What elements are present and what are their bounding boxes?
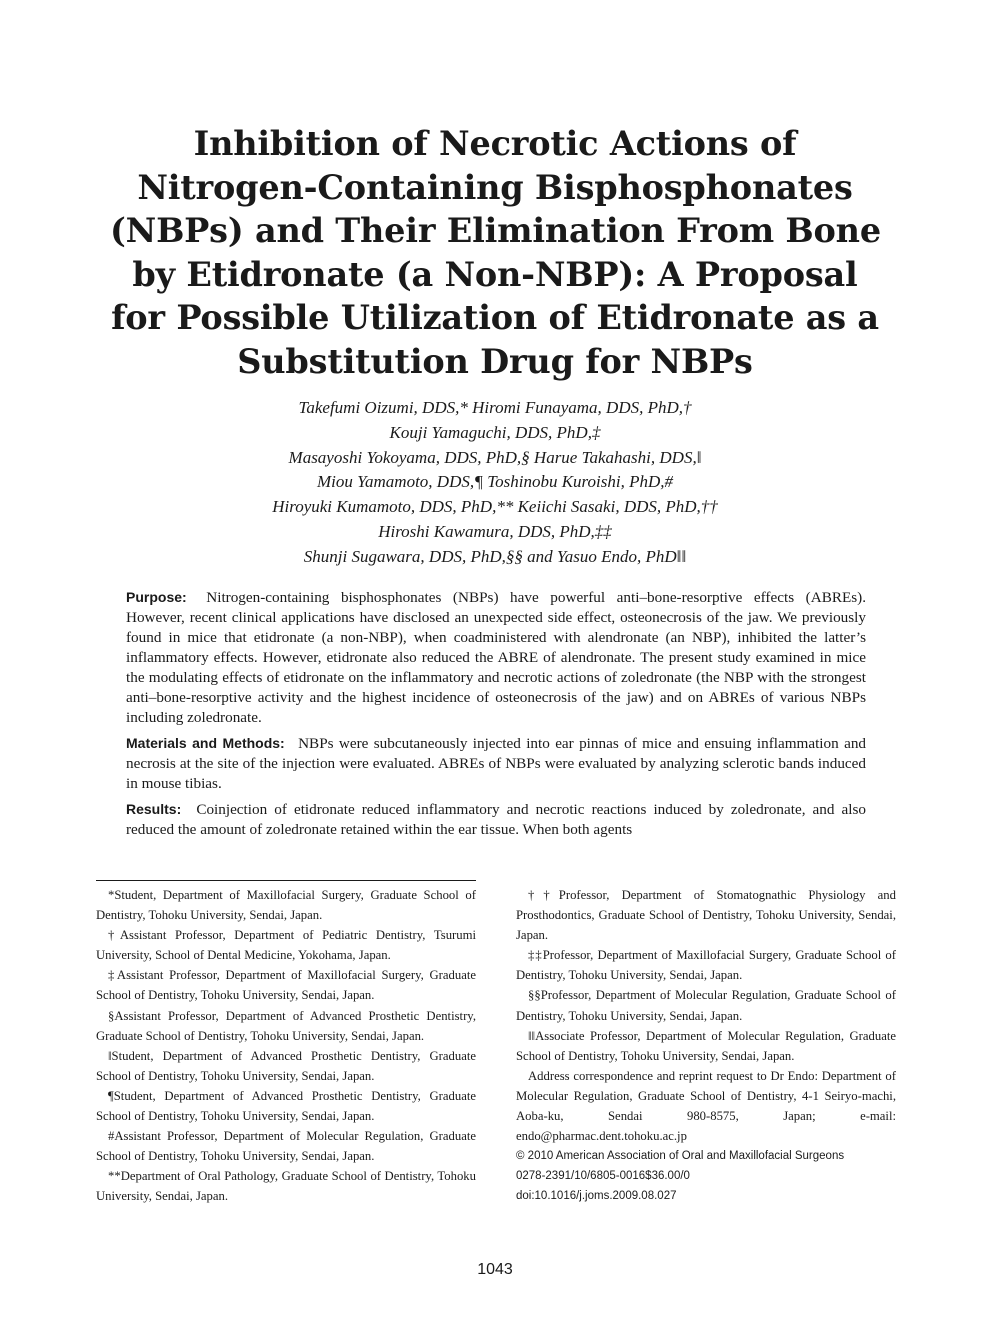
email-link[interactable]: endo@pharmac.dent.tohoku.ac.jp [516,1129,687,1144]
affiliation-footnote: ††Professor, Department of Stomatognathic Physiology and Prosthodontics, Graduate School of Dentistry, Tohoku University, Sendai, Japan. [516,888,896,943]
results-text: Coinjection of etidronate reduced inflammatory and necrotic reactions induced by zoledronate, and also reduced the amount of zoledronate retained within the ear tissue. When both agents [126,801,867,838]
affiliation-footnote: ‡Assistant Professor, Department of Maxillofacial Surgery, Graduate School of Dentistry, Tohoku University, Sendai, Japan. [96,968,476,1003]
title-line: Nitrogen-Containing Bisphosphonates [137,167,853,207]
affiliation-footnote: *Student, Department of Maxillofacial Surgery, Graduate School of Dentistry, Tohoku University, Sendai, Japan. [96,888,476,923]
abstract-purpose [126,587,866,728]
doi-line: doi:10.1016/j.joms.2009.08.027 [516,1190,677,1203]
affiliation-footnote: †Assistant Professor, Department of Pediatric Dentistry, Tsurumi University, School of Dental Medicine, Yokohama, Japan. [96,928,476,963]
author-list [150,396,840,570]
author-line: Hiroyuki Kumamoto, DDS, PhD,** Keiichi Sasaki, DDS, PhD,†† [272,497,718,517]
footnote-divider [96,880,476,881]
purpose-text: Nitrogen-containing bisphosphonates (NBPs) have powerful anti–bone-resorptive effects (ABREs). However, recent clinical applications have disclosed an unexpected side effect, osteonecrosis of the jaw. We previously found in mice that etidronate (a non-NBP), when coadministered with alendronate (an NBP), inhibited the latter’s inflammatory effects. However, etidronate also reduced the ABRE of alendronate. The present study examined in mice the modulating effects of etidronate on the inflammatory and necrotic actions of zoledronate (the NBP with the strongest anti–bone-resorptive activity and the highest incidence of osteonecrosis of the jaw) and on ABREs of various NBPs including zoledronate. [126,589,866,726]
title-line: (NBPs) and Their Elimination From Bone [110,211,881,251]
author-line: Takefumi Oizumi, DDS,* Hiromi Funayama, DDS, PhD,† [298,398,692,417]
purpose-label: Purpose: [126,589,187,605]
affiliation-footnote: **Department of Oral Pathology, Graduate School of Dentistry, Tohoku University, Sendai, Japan. [96,1169,476,1204]
copyright-line: © 2010 American Association of Oral and Maxillofacial Surgeons [516,1150,845,1163]
abstract-results [126,799,866,840]
abstract-methods [126,733,866,794]
abstract [126,587,866,845]
author-line: Masayoshi Yokoyama, DDS, PhD,§ Harue Takahashi, DDS,‖ [288,447,702,467]
affiliation-footnote: #Assistant Professor, Department of Molecular Regulation, Graduate School of Dentistry, Tohoku University, Sendai, Japan. [96,1129,476,1164]
correspondence-note [516,1066,896,1146]
author-line: Kouji Yamaguchi, DDS, PhD,‡ [389,422,601,442]
author-line: Hiroshi Kawamura, DDS, PhD,‡‡ [378,521,612,541]
author-line: Miou Yamamoto, DDS,¶ Toshinobu Kuroishi, PhD,# [316,472,674,492]
affiliation-footnote: §Assistant Professor, Department of Advanced Prosthetic Dentistry, Graduate School of Dentistry, Tohoku University, Sendai, Japan. [96,1008,476,1043]
affiliation-footnote: ¶Student, Department of Advanced Prosthetic Dentistry, Graduate School of Dentistry, Tohoku University, Sendai, Japan. [96,1088,476,1124]
page-number: 1043 [477,1261,513,1278]
affiliation-footnote: ‖‖Associate Professor, Department of Molecular Regulation, Graduate School of Dentistry, Tohoku University, Sendai, Japan. [516,1028,896,1063]
results-label: Results: [126,801,182,817]
title-line: Substitution Drug for NBPs [237,341,753,381]
title-line: by Etidronate (a Non-NBP): A Proposal [132,254,858,294]
footnotes-right [516,885,896,1207]
title-line: Inhibition of Necrotic Actions of [193,124,797,163]
methods-text: NBPs were subcutaneously injected into ear pinnas of mice and ensuing inflammation and necrosis at the site of the injection were evaluated. ABREs of NBPs were evaluated by analyzing sclerotic bands induced in mouse tibias. [126,735,867,792]
affiliation-footnote: ‖Student, Department of Advanced Prosthetic Dentistry, Graduate School of Dentistry, Tohoku University, Sendai, Japan. [96,1048,476,1083]
author-line: Shunji Sugawara, DDS, PhD,§§ and Yasuo Endo, PhD‖‖ [303,546,687,566]
methods-label: Materials and Methods: [126,735,285,751]
correspondence-text: Address correspondence and reprint request to Dr Endo: Department of Molecular Regulation, Graduate School of Dentistry, 4-1 Seiryo-machi, Aoba-ku, Sendai 980-8575, Japan; e-mail: [516,1068,896,1124]
issn-line: 0278-2391/10/6805-0016$36.00/0 [516,1170,690,1183]
affiliation-footnote: ‡‡Professor, Department of Maxillofacial Surgery, Graduate School of Dentistry, Tohoku University, Sendai, Japan. [516,948,896,983]
footnotes-left [96,885,476,1207]
affiliation-footnote: §§Professor, Department of Molecular Regulation, Graduate School of Dentistry, Tohoku University, Sendai, Japan. [516,988,896,1023]
title-line: for Possible Utilization of Etidronate as a [111,298,879,338]
article-title [110,122,880,384]
